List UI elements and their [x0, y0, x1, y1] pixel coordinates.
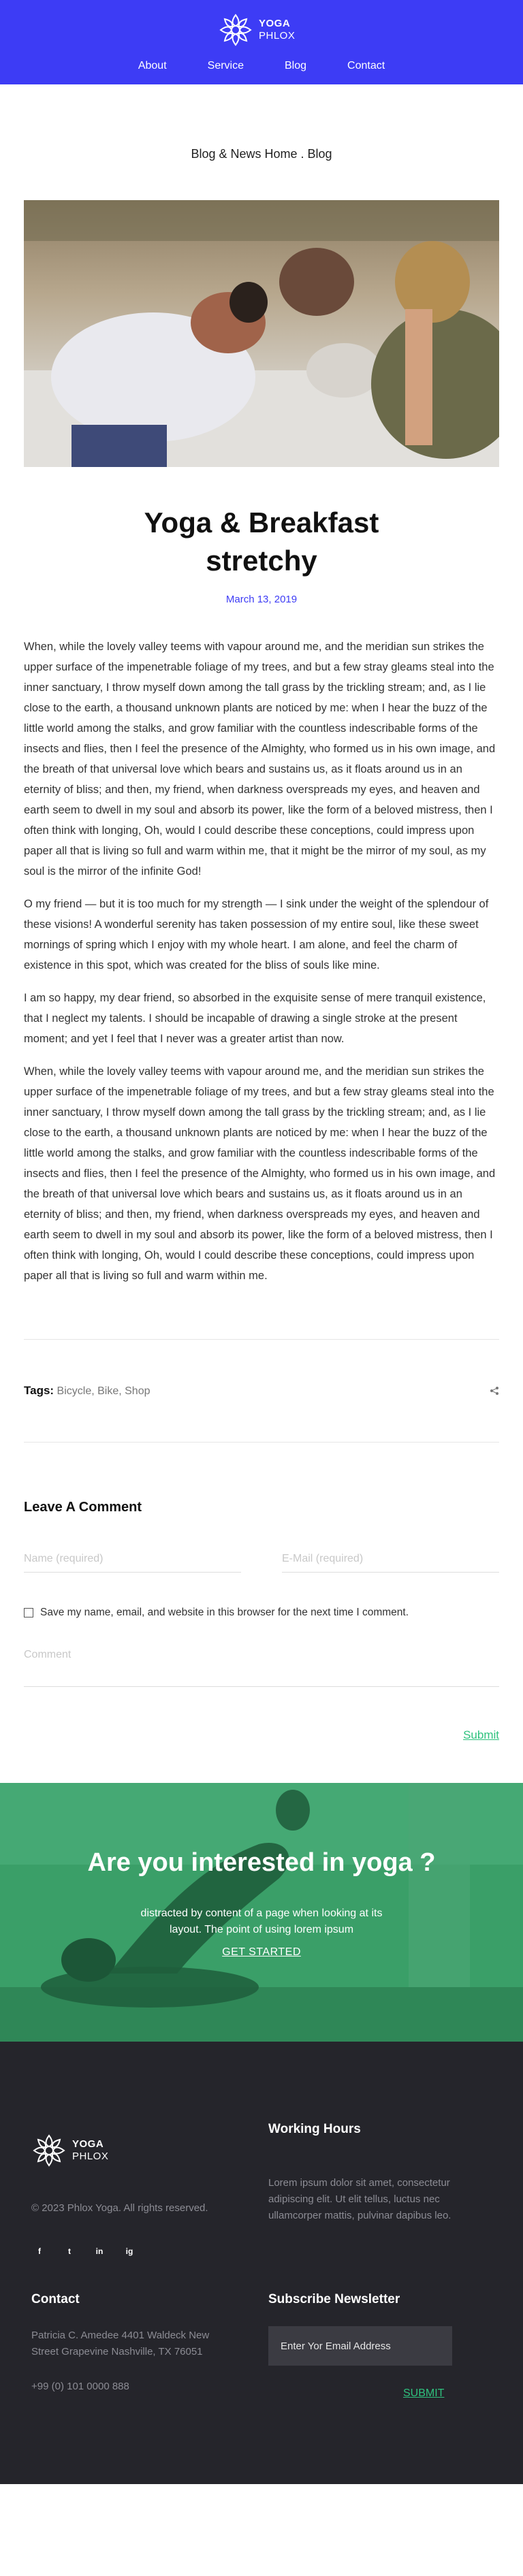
footer-hours-text: Lorem ipsum dolor sit amet, consectetur adipiscing elit. Ut elit tellus, luctus nec ullamcorper mattis, pulvinar dapibus leo. — [268, 2177, 451, 2221]
comment-form — [24, 1443, 499, 1776]
post-paragraph-1: When, while the lovely valley teems with vapour around me, and the meridian sun strikes the upper surface of the impenetrable foliage of my trees, and but a few stray gleams steal into the inner sanctuary, I throw myself down among the tall grass by the trickling stream; and, as I lie close to the earth, a thousand unknown plants are noticed by me: when I hear the buzz of the little world among the stalks, and grow familiar with the countless indescribable forms of the insects and flies, then I feel the presence of the Almighty, who formed us in his own image, and the breath of that universal love which bears and sustains us, as it floats around us in an eternity of bliss; and then, my friend, when darkness overspreads my eyes, and heaven and earth seem to dwell in my soul and absorb its power, like the form of a beloved mistress, then I often think with longing, Oh, would I could describe these conceptions, could impress upon paper all that is living so full and warm within me, that it might be the mirror of my soul, as my soul is the mirror of the infinite God! — [24, 641, 496, 878]
footer-newsletter-title: Subscribe Newsletter — [268, 2292, 400, 2306]
post-title: Yoga & Breakfast stretchy — [144, 506, 379, 577]
lotus-logo-icon — [31, 2133, 67, 2168]
copyright-text: © 2023 Phlox Yoga. All rights reserved. — [31, 2202, 208, 2214]
post-paragraph-4: When, while the lovely valley teems with vapour around me, and the meridian sun strikes the upper surface of the impenetrable foliage of my trees, and but a few stray gleams steal into the inner sanctuary, I throw myself down among the tall grass by the trickling stream; and, as I lie close to the earth, a thousand unknown plants are noticed by me: when I hear the buzz of the little world among the stalks, and grow familiar with the countless indescribable forms of the insects and flies, then I feel the presence of the Almighty, who formed us in his own image, and the breath of that universal love which bears and sustains us, as it floats around us in an eternity of bliss; and then, my friend, when darkness overspreads my eyes, and heaven and earth seem to dwell in my soul and absorb its power, like the form of a beloved mistress, then I often think with longing, Oh, would I could describe these conceptions, could impress upon paper all that is living so full and warm within me. — [24, 1065, 496, 1282]
footer-logo-line-2: PHLOX — [72, 2151, 109, 2162]
post-paragraph-2: O my friend — but it is too much for my strength — I sink under the weight of the splendour of these visions! A wonderful serenity has taken possession of my entire soul, like these sweet mornings of spring which I enjoy with my whole heart. I am alone, and feel the charm of existence in this spot, which was created for the bliss of souls like mine. — [24, 898, 489, 971]
footer-address: Patricia C. Amedee 4401 Waldeck New Street Grapevine Nashville, TX 76051 — [31, 2330, 210, 2357]
post-tags — [24, 1384, 150, 1398]
footer-logo[interactable] — [31, 2133, 108, 2168]
logo-line-2: PHLOX — [259, 30, 296, 42]
cta-title: Are you interested in yoga ? — [87, 1848, 436, 1877]
comment-form-title: Leave A Comment — [24, 1500, 142, 1515]
newsletter-submit-button[interactable]: SUBMIT — [403, 2387, 445, 2399]
tags-list[interactable]: Bicycle, Bike, Shop — [57, 1385, 150, 1397]
instagram-icon[interactable]: ig — [125, 2247, 133, 2256]
tags-row — [24, 1340, 499, 1442]
nav-service[interactable]: Service — [207, 60, 244, 71]
submit-comment-button[interactable]: Submit — [463, 1728, 499, 1741]
post-content — [24, 637, 499, 1286]
facebook-icon[interactable]: f — [38, 2247, 41, 2256]
breadcrumb[interactable]: Blog & News Home . Blog — [191, 147, 332, 161]
footer-phone[interactable]: +99 (0) 101 0000 888 — [31, 2381, 129, 2392]
nav-blog[interactable]: Blog — [285, 60, 307, 71]
lotus-logo-icon — [218, 12, 253, 48]
linkedin-icon[interactable]: in — [95, 2247, 104, 2256]
comment-field[interactable] — [24, 1646, 499, 1687]
site-header — [0, 0, 523, 84]
footer-logo-line-1: YOGA — [72, 2138, 104, 2150]
nav-about[interactable]: About — [138, 60, 167, 71]
save-info-label: Save my name, email, and website in this browser for the next time I comment. — [40, 1607, 409, 1618]
social-links — [34, 2246, 135, 2257]
cta-banner — [0, 1783, 523, 2042]
nav-contact[interactable]: Contact — [347, 60, 385, 71]
name-field[interactable] — [24, 1545, 241, 1573]
cta-text: distracted by content of a page when looking at its layout. The point of using lorem ipsum — [140, 1907, 383, 1935]
footer-contact-title: Contact — [31, 2292, 80, 2306]
twitter-icon[interactable]: t — [68, 2247, 71, 2256]
save-info-checkbox[interactable] — [24, 1608, 33, 1617]
main-nav — [0, 60, 523, 72]
tags-label: Tags: — [24, 1384, 54, 1397]
site-footer — [0, 2042, 523, 2484]
save-info-row — [24, 1607, 499, 1619]
post-paragraph-3: I am so happy, my dear friend, so absorbed in the exquisite sense of mere tranquil existence, that I neglect my talents. I should be incapable of drawing a single stroke at the present moment; and yet I feel that I never was a greater artist than now. — [24, 992, 486, 1045]
post-hero-image — [24, 200, 499, 467]
email-field[interactable] — [282, 1545, 499, 1573]
site-logo[interactable] — [218, 12, 295, 48]
share-icon[interactable] — [490, 1386, 499, 1396]
logo-line-1: YOGA — [259, 18, 291, 29]
post-date[interactable]: March 13, 2019 — [225, 594, 298, 605]
yoga-class-photo — [24, 200, 499, 467]
newsletter-email-input[interactable] — [268, 2326, 452, 2366]
get-started-link[interactable]: GET STARTED — [222, 1946, 301, 1958]
footer-hours-title: Working Hours — [268, 2122, 361, 2136]
